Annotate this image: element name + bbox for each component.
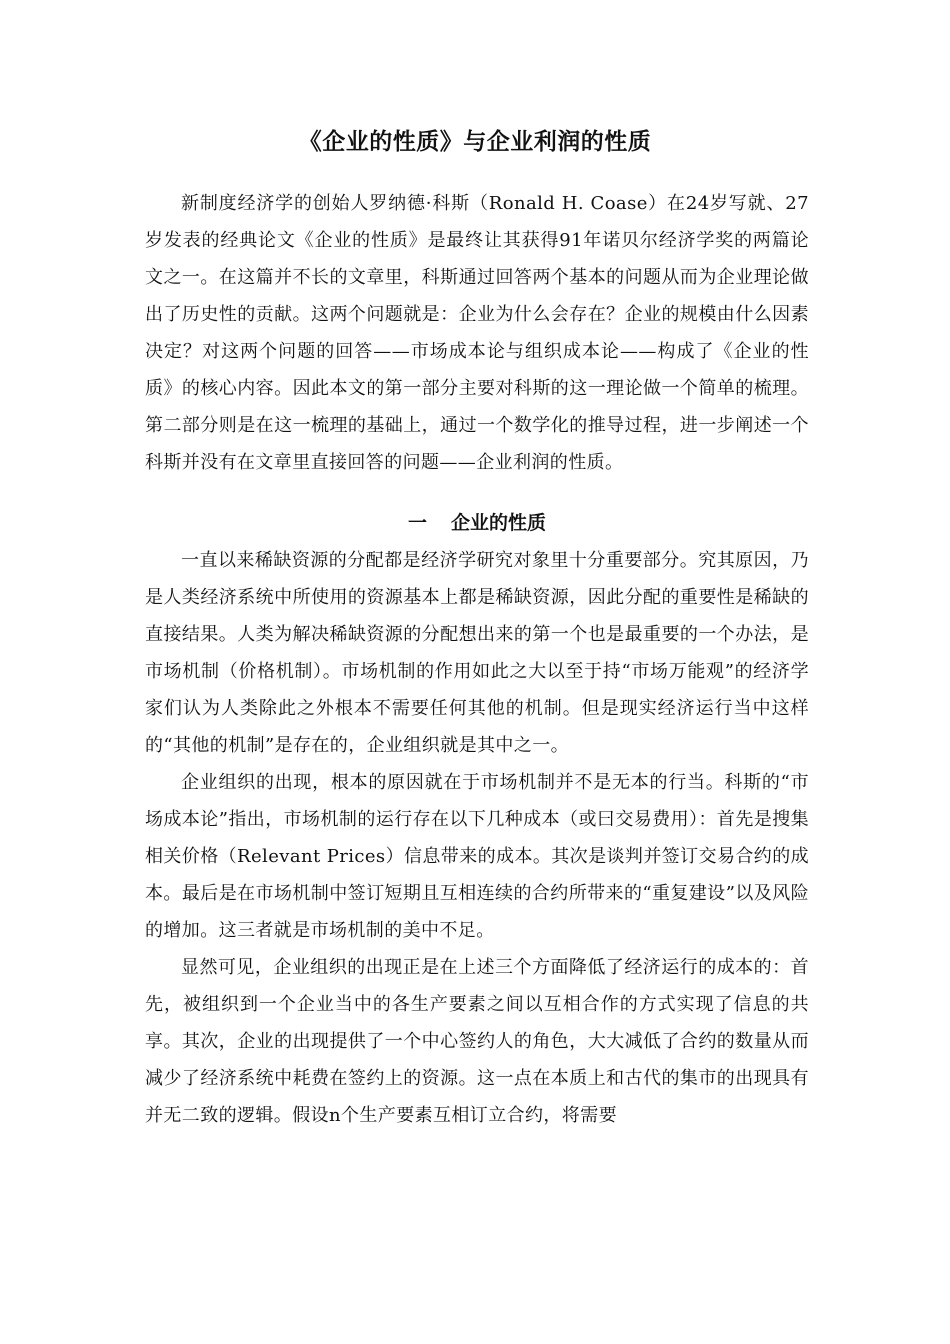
section-spacer	[145, 481, 809, 493]
section-heading	[145, 504, 809, 542]
intro-paragraph: 新制度经济学的创始人罗纳德·科斯（Ronald H. Coase）在24岁写就、27岁发表的经典论文《企业的性质》是最终让其获得91年诺贝尔经济学奖的两篇论文之一。在这篇并不长的文章里，科斯通过回答两个基本的问题从而为企业理论做出了历史性的贡献。这两个问题就是：企业为什么会存在？企业的规模由什么因素决定？对这两个问题的回答——市场成本论与组织成本论——构成了《企业的性质》的核心内容。因此本文的第一部分主要对科斯的这一理论做一个简单的梳理。第二部分则是在这一梳理的基础上，通过一个数学化的推导过程，进一步阐述一个科斯并没有在文章里直接回答的问题——企业利润的性质。	[145, 193, 809, 473]
document-body	[145, 185, 809, 1134]
body-paragraph-1: 一直以来稀缺资源的分配都是经济学研究对象里十分重要部分。究其原因，乃是人类经济系统中所使用的资源基本上都是稀缺资源，因此分配的重要性是稀缺的直接结果。人类为解决稀缺资源的分配想出来的第一个也是最重要的一个办法，是市场机制（价格机制）。市场机制的作用如此之大以至于持“市场万能观”的经济学家们认为人类除此之外根本不需要任何其他的机制。但是现实经济运行当中这样的“其他的机制”是存在的，企业组织就是其中之一。	[145, 550, 809, 756]
document-title: 《企业的性质》与企业利润的性质	[298, 128, 652, 155]
body-paragraph-2: 企业组织的出现，根本的原因就在于市场机制并不是无本的行当。科斯的“市场成本论”指出，市场机制的运行存在以下几种成本（或曰交易费用）：首先是搜集相关价格（Relevant Prices）信息带来的成本。其次是谈判并签订交易合约的成本。最后是在市场机制中签订短期且互相连续的合约所带来的“重复建设”以及风险的增加。这三者就是市场机制的美中不足。	[145, 772, 809, 941]
section-title: 企业的性质	[451, 512, 547, 534]
section-number: 一	[407, 512, 427, 534]
body-paragraph-3: 显然可见，企业组织的出现正是在上述三个方面降低了经济运行的成本的：首先，被组织到一个企业当中的各生产要素之间以互相合作的方式实现了信息的共享。其次，企业的出现提供了一个中心签约人的角色，大大减低了合约的数量从而减少了经济系统中耗费在签约上的资源。这一点在本质上和古代的集市的出现具有并无二致的逻辑。假设n个生产要素互相订立合约，将需要	[145, 957, 809, 1126]
